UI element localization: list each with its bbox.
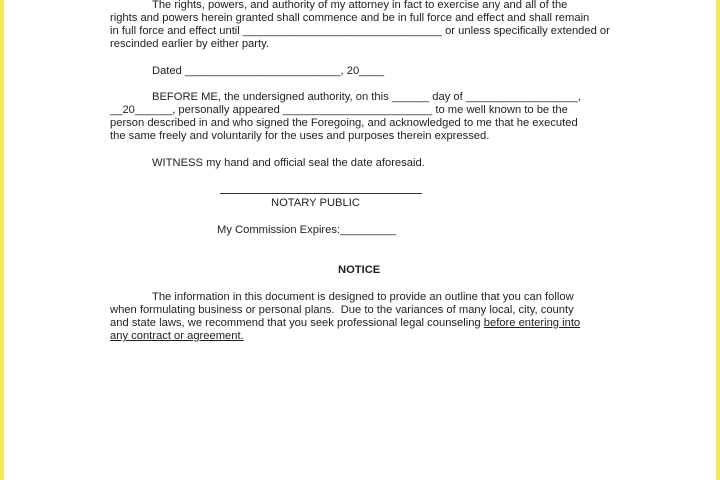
notice-heading: NOTICE: [338, 264, 381, 276]
para2-line4: the same freely and voluntarily for the uses and purposes therein expressed.: [110, 130, 490, 142]
para2-line3: person described in and who signed the Foregoing, and acknowledged to me that he executed: [110, 117, 578, 129]
notice-line2: when formulating business or personal plans. Due to the variances of many local, city, county: [110, 304, 574, 316]
notice-line3-underlined: before entering into: [483, 317, 581, 329]
para1-line1: The rights, powers, and authority of my attorney in fact to exercise any and all of the: [152, 0, 568, 11]
para1-line2: rights and powers herein granted shall commence and be in full force and effect and shall remain: [110, 12, 590, 24]
para1-line4: rescinded earlier by either party.: [110, 38, 269, 50]
witness-line: WITNESS my hand and official seal the date aforesaid.: [152, 157, 425, 169]
notary-public-label: NOTARY PUBLIC: [271, 197, 360, 209]
commission-expires-line: My Commission Expires:_________: [217, 224, 397, 236]
document-page: [4, 0, 716, 480]
para2-line1: BEFORE ME, the undersigned authority, on this ______ day of __________________,: [152, 91, 581, 103]
notice-line1: The information in this document is designed to provide an outline that you can follow: [152, 291, 574, 303]
notice-line4: any contract or agreement.: [110, 330, 244, 342]
notice-line3: [110, 317, 580, 330]
para2-line2: __20______, personally appeared ________________________ to me well known to be the: [110, 104, 568, 116]
para1-line3: in full force and effect until ________________________________ or unless specifically extended or: [110, 25, 610, 37]
notice-line3-plain: and state laws, we recommend that you seek professional legal counseling: [110, 317, 484, 329]
dated-line: Dated _________________________, 20____: [152, 65, 385, 77]
notary-signature-line: [220, 193, 422, 194]
